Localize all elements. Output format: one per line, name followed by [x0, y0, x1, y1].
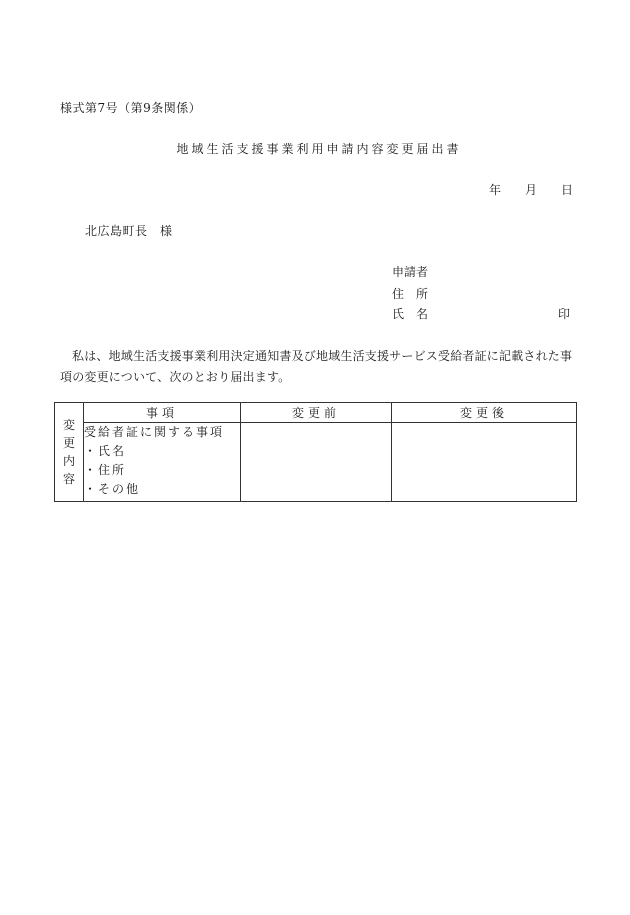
- after-cell[interactable]: [392, 423, 577, 502]
- header-item: 事項: [84, 403, 241, 423]
- change-content-label: [55, 403, 84, 502]
- form-number: 様式第7号（第9条関係）: [60, 101, 202, 115]
- list-item: ・住所: [84, 463, 127, 477]
- list-item: ・その他: [84, 482, 141, 496]
- table-row: [55, 423, 577, 502]
- header-after: 変更後: [392, 403, 577, 423]
- side-char: 変: [62, 418, 75, 432]
- date-month: 月: [525, 183, 538, 197]
- document-title: 地域生活支援事業利用申請内容変更届出書: [176, 142, 462, 156]
- address-label: 住所: [392, 287, 441, 301]
- side-char: 内: [62, 454, 75, 468]
- changes-table: [54, 402, 577, 502]
- declaration-text: 私は、地域生活支援事業利用決定通知書及び地域生活支援サービス受給者証に記載された事項の変更について、次のとおり届出ます。: [60, 349, 573, 384]
- addressee: 北広島町長 様: [85, 224, 173, 238]
- items-cell: [84, 423, 241, 502]
- name-label: 氏名: [392, 307, 441, 321]
- applicant-label: 申請者: [392, 265, 429, 279]
- date-year: 年: [489, 183, 502, 197]
- before-cell[interactable]: [241, 423, 392, 502]
- list-item: ・氏名: [84, 444, 127, 458]
- side-char: 容: [62, 472, 75, 486]
- side-char: 更: [62, 436, 75, 450]
- list-item: 受給者証に関する事項: [84, 425, 225, 439]
- header-before: 変更前: [241, 403, 392, 423]
- date-day: 日: [561, 183, 574, 197]
- seal-mark: 印: [558, 307, 571, 321]
- table-header-row: [55, 403, 577, 423]
